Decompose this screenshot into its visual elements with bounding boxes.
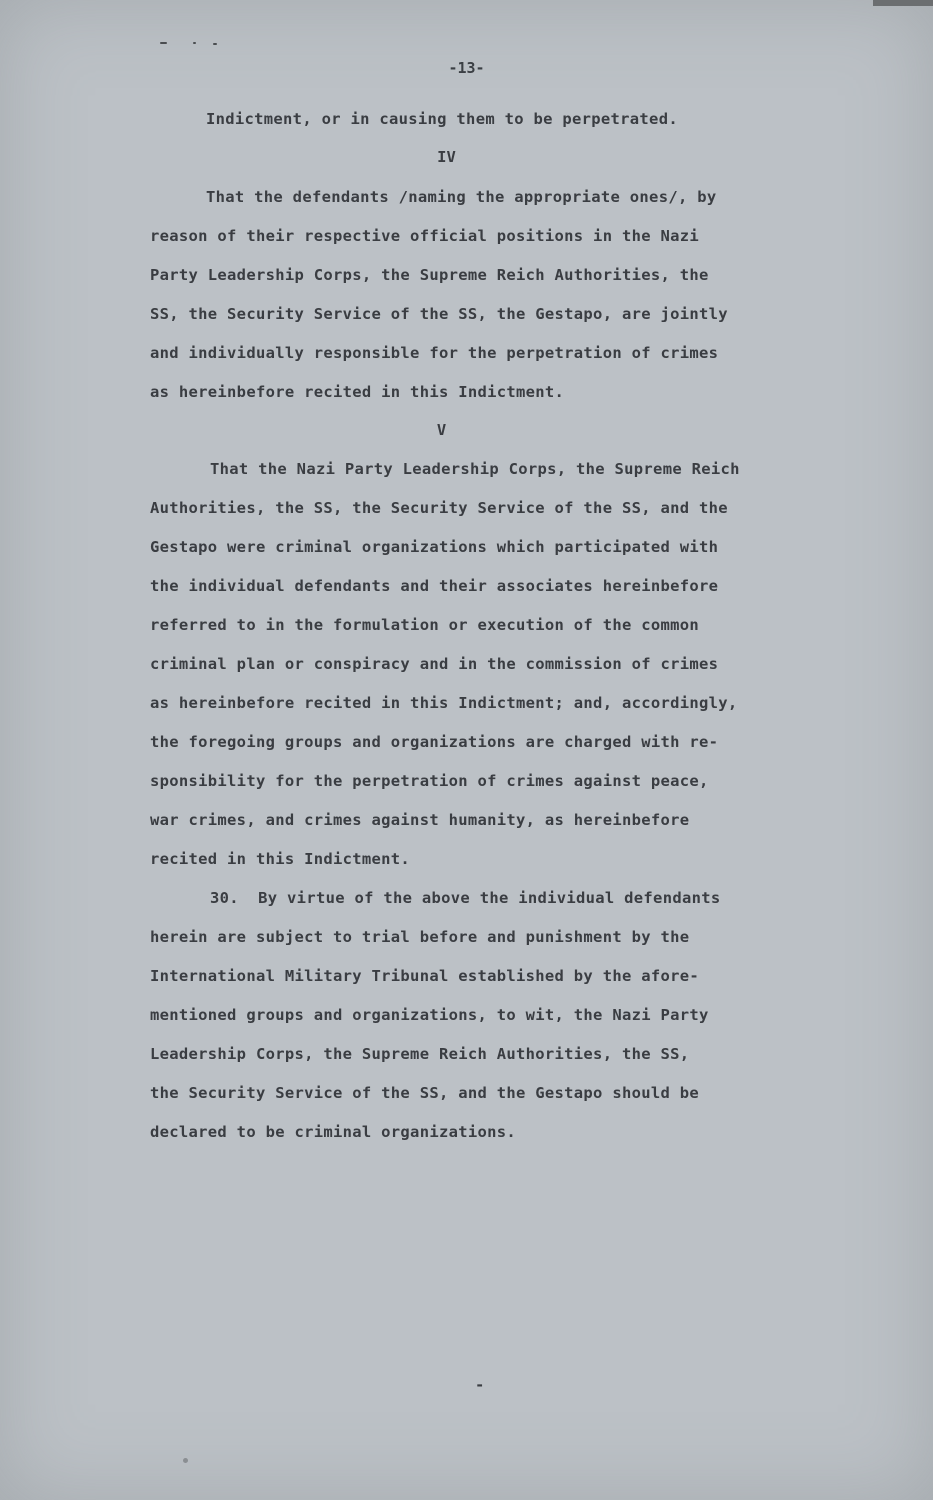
- text-line: That the defendants /naming the appropriate ones/, by: [206, 188, 717, 206]
- text-line: International Military Tribunal established by the afore-: [150, 967, 700, 985]
- text-line: referred to in the formulation or execution of the common: [150, 616, 700, 634]
- page-number: -13-: [448, 59, 485, 77]
- section-heading-v: V: [436, 421, 447, 439]
- text-line: Authorities, the SS, the Security Service of the SS, and the: [150, 499, 728, 517]
- scan-edge-shadow: [873, 0, 933, 6]
- text-line: recited in this Indictment.: [150, 850, 411, 868]
- text-line: reason of their respective official positions in the Nazi: [150, 227, 700, 245]
- text-line: Party Leadership Corps, the Supreme Reich Authorities, the: [150, 266, 709, 284]
- text-line: Leadership Corps, the Supreme Reich Authorities, the SS,: [150, 1045, 690, 1063]
- text-line: Indictment, or in causing them to be perpetrated.: [206, 110, 678, 128]
- scan-speck: [183, 1458, 188, 1463]
- text-line: sponsibility for the perpetration of crimes against peace,: [150, 772, 709, 790]
- scan-speck: [193, 42, 196, 44]
- text-line: herein are subject to trial before and punishment by the: [150, 928, 690, 946]
- text-line: and individually responsible for the perpetration of crimes: [150, 344, 719, 362]
- text-line: the Security Service of the SS, and the Gestapo should be: [150, 1084, 700, 1102]
- text-line: declared to be criminal organizations.: [150, 1123, 517, 1141]
- text-line: criminal plan or conspiracy and in the commission of crimes: [150, 655, 719, 673]
- scan-speck: [160, 42, 167, 44]
- text-line: as hereinbefore recited in this Indictment; and, accordingly,: [150, 694, 738, 712]
- text-line: the foregoing groups and organizations are charged with re-: [150, 733, 719, 751]
- bottom-dash-mark: -: [475, 1376, 485, 1394]
- text-line: SS, the Security Service of the SS, the Gestapo, are jointly: [150, 305, 728, 323]
- text-line: mentioned groups and organizations, to wit, the Nazi Party: [150, 1006, 709, 1024]
- text-line: That the Nazi Party Leadership Corps, the Supreme Reich: [210, 460, 740, 478]
- text-line: Gestapo were criminal organizations which participated with: [150, 538, 719, 556]
- text-line: 30. By virtue of the above the individual defendants: [210, 889, 721, 907]
- section-heading-iv: IV: [437, 148, 456, 166]
- text-line: the individual defendants and their associates hereinbefore: [150, 577, 719, 595]
- scan-speck: [213, 43, 217, 45]
- text-line: as hereinbefore recited in this Indictment.: [150, 383, 565, 401]
- text-line: war crimes, and crimes against humanity, as hereinbefore: [150, 811, 690, 829]
